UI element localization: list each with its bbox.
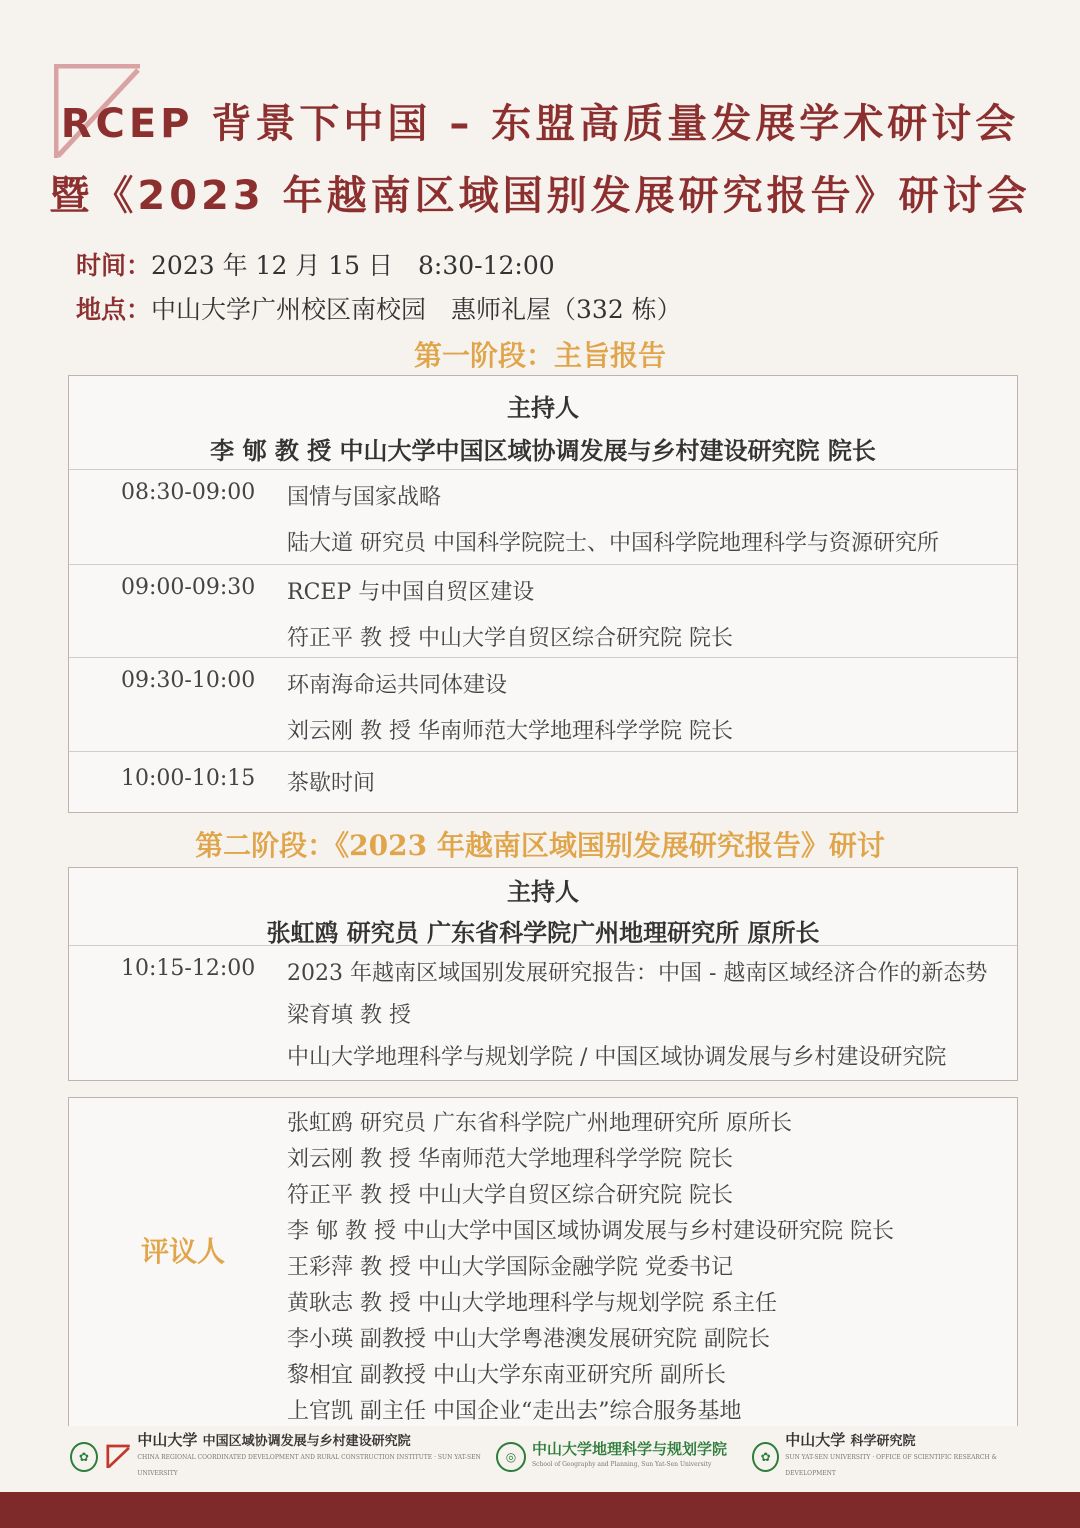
reviewer-line: 李小瑛 副教授 中山大学粤港澳发展研究院 副院长 bbox=[287, 1327, 770, 1352]
logo-1-unit: 中国区域协调发展与乡村建设研究院 bbox=[202, 1434, 411, 1449]
stage-2-table bbox=[68, 867, 1018, 1081]
session-affiliation: 中山大学地理科学与规划学院 / 中国区域协调发展与乡村建设研究院 bbox=[287, 1045, 947, 1070]
logo-3-text bbox=[785, 1432, 1022, 1482]
session-topic: RCEP 与中国自贸区建设 bbox=[287, 580, 535, 605]
place-info bbox=[76, 290, 682, 326]
reviewers-table bbox=[68, 1097, 1018, 1426]
time-label: 时间： bbox=[76, 251, 152, 280]
reviewer-line: 上官凯 副主任 中国企业“走出去”综合服务基地 bbox=[287, 1399, 742, 1424]
session-topic: 茶歇时间 bbox=[287, 771, 376, 796]
place-label: 地点： bbox=[76, 295, 152, 324]
stage-2-title: 第二阶段：《2023 年越南区域国别发展研究报告》研讨 bbox=[195, 829, 885, 862]
session-time: 10:00-10:15 bbox=[121, 766, 256, 791]
session-row bbox=[69, 752, 1017, 810]
session-speaker: 刘云刚 教 授 华南师范大学地理科学学院 院长 bbox=[287, 719, 733, 744]
session-topic: 环南海命运共同体建设 bbox=[287, 673, 508, 698]
institute-mark-icon bbox=[106, 1443, 132, 1471]
place-value: 中山大学广州校区南校园 惠师礼屋（332 栋） bbox=[151, 295, 682, 324]
host-label: 主持人 bbox=[507, 393, 579, 422]
session-speaker: 符正平 教 授 中山大学自贸区综合研究院 院长 bbox=[287, 626, 733, 651]
stage-2-host bbox=[69, 868, 1017, 946]
session-topic: 2023 年越南区域国别发展研究报告：中国 - 越南区域经济合作的新态势 bbox=[287, 961, 988, 986]
logo-1-name: 中山大学 bbox=[137, 1431, 198, 1449]
logo-regional-institute bbox=[70, 1432, 490, 1482]
reviewer-line: 李 郇 教 授 中山大学中国区域协调发展与乡村建设研究院 院长 bbox=[287, 1219, 894, 1244]
reviewer-line: 黄耿志 教 授 中山大学地理科学与规划学院 系主任 bbox=[287, 1291, 777, 1316]
logo-3-name: 中山大学 bbox=[785, 1431, 846, 1449]
logo-research-office bbox=[752, 1432, 1022, 1482]
logo-1-sub: CHINA REGIONAL COORDINATED DEVELOPMENT AND RURAL CONSTRUCTION INSTITUTE · SUN YAT-SEN UNIVERSITY bbox=[137, 1454, 481, 1477]
logo-1-text bbox=[137, 1432, 490, 1482]
session-speaker: 陆大道 研究员 中国科学院院士、中国科学院地理科学与资源研究所 bbox=[287, 531, 939, 556]
host-label: 主持人 bbox=[507, 877, 579, 906]
session-topic: 国情与国家战略 bbox=[287, 485, 442, 510]
session-row bbox=[69, 565, 1017, 658]
session-time: 09:30-10:00 bbox=[121, 668, 256, 693]
stage-1-table bbox=[68, 375, 1018, 813]
time-value: 2023 年 12 月 15 日 8:30-12:00 bbox=[151, 251, 555, 280]
logo-3-unit: 科学研究院 bbox=[850, 1434, 916, 1449]
reviewer-line: 王彩萍 教 授 中山大学国际金融学院 党委书记 bbox=[287, 1255, 733, 1280]
reviewer-line: 刘云刚 教 授 华南师范大学地理科学学院 院长 bbox=[287, 1147, 733, 1172]
footer-logos bbox=[0, 1432, 1080, 1482]
logo-2-text bbox=[532, 1441, 727, 1473]
session-time: 09:00-09:30 bbox=[121, 575, 256, 600]
session-row bbox=[69, 946, 1017, 1078]
reviewer-line: 张虹鸥 研究员 广东省科学院广州地理研究所 原所长 bbox=[287, 1111, 792, 1136]
host-name: 李 郇 教 授 中山大学中国区域协调发展与乡村建设研究院 院长 bbox=[210, 436, 876, 465]
time-info bbox=[76, 246, 555, 282]
reviewer-line: 符正平 教 授 中山大学自贸区综合研究院 院长 bbox=[287, 1183, 733, 1208]
logo-geography-school bbox=[496, 1432, 746, 1482]
logo-2-sub: School of Geography and Planning, Sun Yat-Sen University bbox=[532, 1461, 712, 1468]
session-row bbox=[69, 658, 1017, 752]
reviewers-label: 评议人 bbox=[141, 1235, 226, 1268]
university-seal-icon: ✿ bbox=[70, 1442, 98, 1472]
logo-3-sub: SUN YAT-SEN UNIVERSITY · OFFICE OF SCIENTIFIC RESEARCH & DEVELOPMENT bbox=[785, 1454, 997, 1477]
geography-seal-icon: ◎ bbox=[496, 1442, 526, 1472]
session-speaker: 梁育填 教 授 bbox=[287, 1003, 411, 1028]
title-line-2: 暨《2023 年越南区域国别发展研究报告》研讨会 bbox=[49, 173, 1031, 219]
bottom-bar bbox=[0, 1492, 1080, 1528]
session-time: 08:30-09:00 bbox=[121, 480, 256, 505]
reviewer-line: 黎相宜 副教授 中山大学东南亚研究所 副所长 bbox=[287, 1363, 726, 1388]
research-seal-icon: ✿ bbox=[752, 1442, 779, 1472]
stage-1-host bbox=[69, 376, 1017, 470]
session-time: 10:15-12:00 bbox=[121, 956, 256, 981]
logo-2-name: 中山大学地理科学与规划学院 bbox=[532, 1440, 728, 1458]
host-name: 张虹鸥 研究员 广东省科学院广州地理研究所 原所长 bbox=[266, 918, 820, 947]
stage-1-title: 第一阶段：主旨报告 bbox=[413, 339, 666, 372]
session-row bbox=[69, 470, 1017, 565]
title-line-1: RCEP 背景下中国 – 东盟高质量发展学术研讨会 bbox=[60, 101, 1020, 147]
